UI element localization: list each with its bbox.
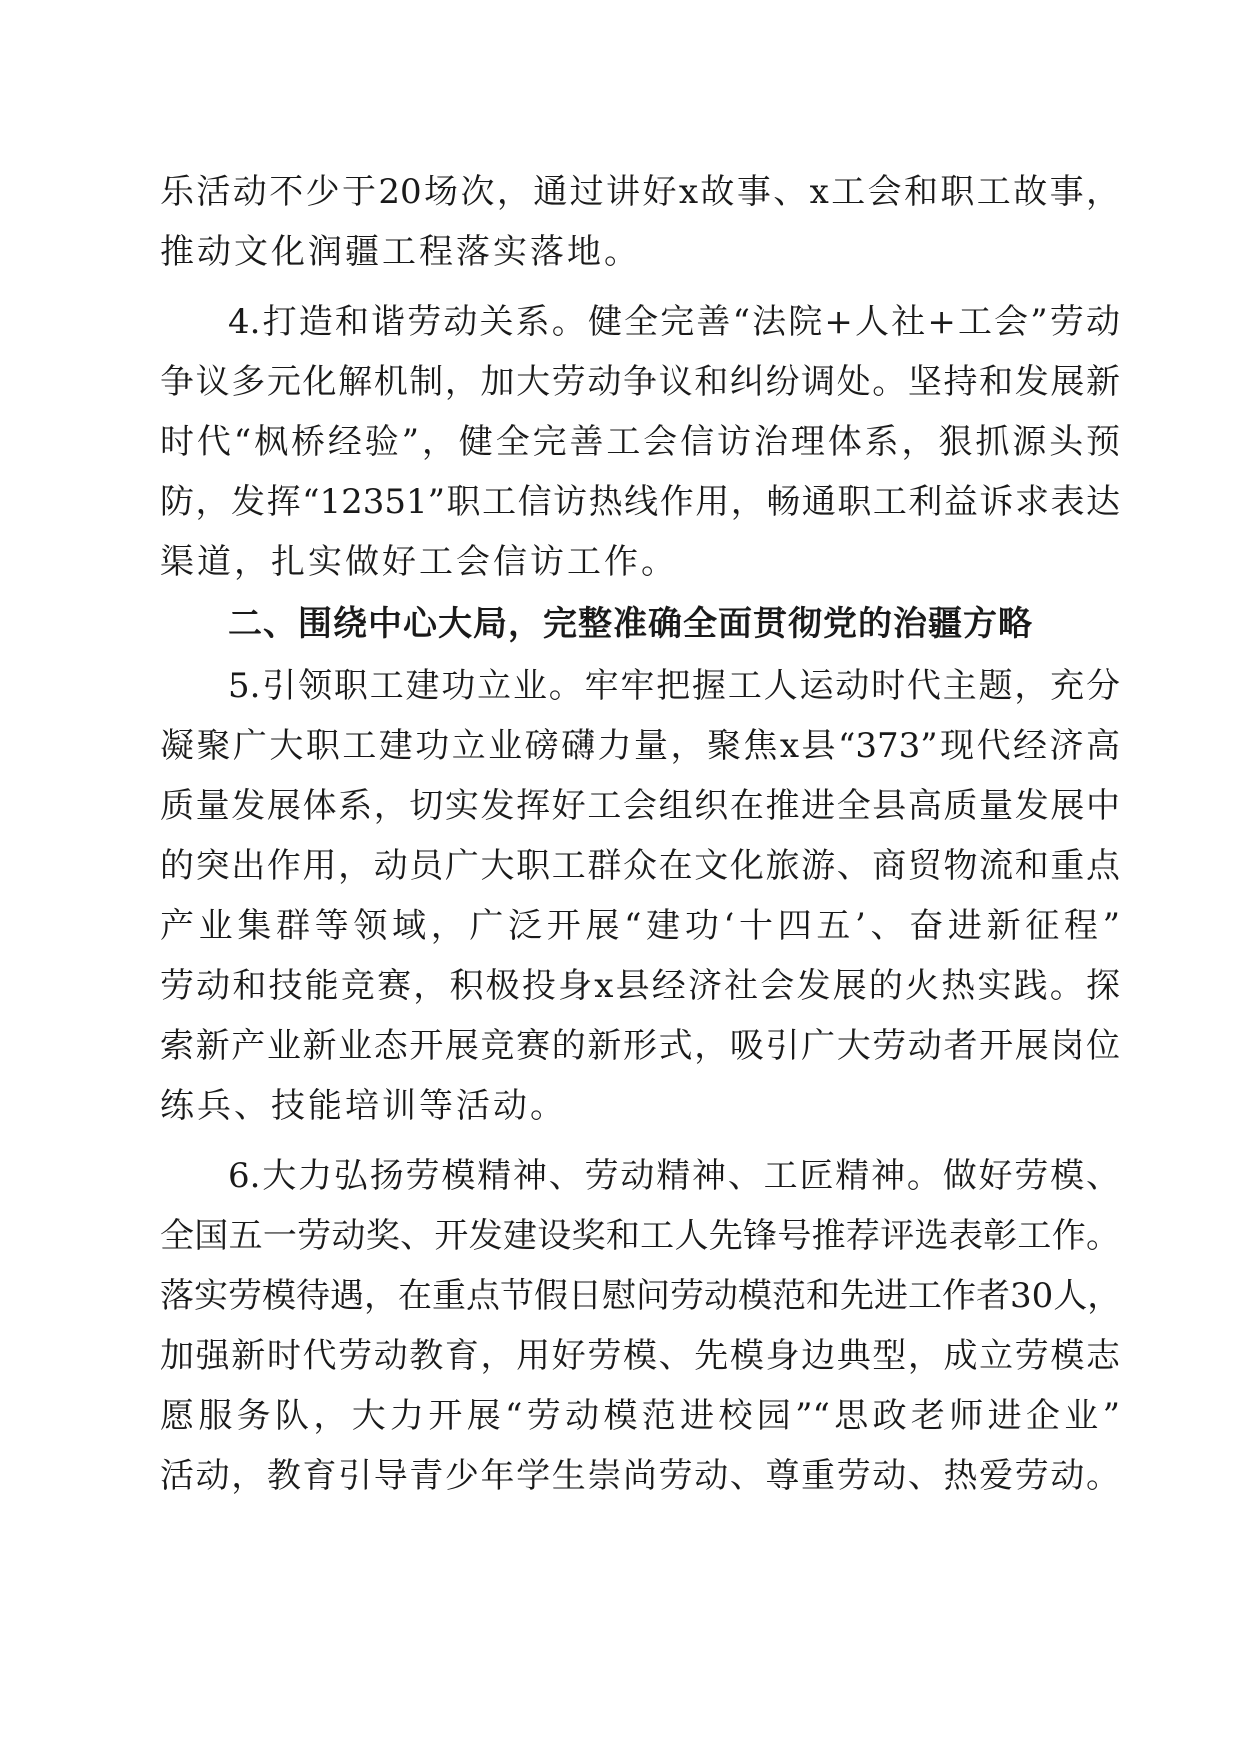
paragraph-5-line-7: 索新产业新业态开展竞赛的新形式，吸引广大劳动者开展岗位	[160, 1026, 1120, 1066]
paragraph-5-line-5: 产业集群等领域，广泛开展“建功‘十四五’、奋进新征程”	[160, 906, 1120, 946]
paragraph-4-line-2: 争议多元化解机制，加大劳动争议和纠纷调处。坚持和发展新	[160, 362, 1120, 402]
paragraph-6-line-2: 全国五一劳动奖、开发建设奖和工人先锋号推荐评选表彰工作。	[160, 1216, 1120, 1256]
paragraph-5-line-1: 5.引领职工建功立业。牢牢把握工人运动时代主题，充分	[228, 666, 1120, 706]
paragraph-4-line-4: 防，发挥“12351”职工信访热线作用，畅通职工利益诉求表达	[160, 482, 1120, 522]
paragraph-6-line-5: 愿服务队，大力开展“劳动模范进校园”“思政老师进企业”	[160, 1396, 1120, 1436]
paragraph-5-line-8: 练兵、技能培训等活动。	[160, 1086, 567, 1126]
paragraph-5-line-2: 凝聚广大职工建功立业磅礴力量，聚焦x县“373”现代经济高	[160, 726, 1120, 766]
paragraph-6-line-6: 活动，教育引导青少年学生崇尚劳动、尊重劳动、热爱劳动。	[160, 1456, 1120, 1496]
paragraph-3-line-2: 推动文化润疆工程落实落地。	[160, 232, 641, 272]
paragraph-6-line-3: 落实劳模待遇，在重点节假日慰问劳动模范和先进工作者30人，	[160, 1276, 1122, 1316]
paragraph-4-line-1: 4.打造和谐劳动关系。健全完善“法院+人社+工会”劳动	[228, 302, 1120, 342]
paragraph-3-line-1: 乐活动不少于20场次，通过讲好x故事、x工会和职工故事，	[160, 172, 1120, 212]
paragraph-5-line-3: 质量发展体系，切实发挥好工会组织在推进全县高质量发展中	[160, 786, 1120, 826]
paragraph-6-line-4: 加强新时代劳动教育，用好劳模、先模身边典型，成立劳模志	[160, 1336, 1120, 1376]
section-heading: 二、围绕中心大局，完整准确全面贯彻党的治疆方略	[228, 604, 1033, 644]
paragraph-4-line-5: 渠道，扎实做好工会信访工作。	[160, 542, 678, 582]
paragraph-6-line-1: 6.大力弘扬劳模精神、劳动精神、工匠精神。做好劳模、	[228, 1156, 1120, 1196]
paragraph-5-line-4: 的突出作用，动员广大职工群众在文化旅游、商贸物流和重点	[160, 846, 1120, 886]
paragraph-4-line-3: 时代“枫桥经验”，健全完善工会信访治理体系，狠抓源头预	[160, 422, 1120, 462]
paragraph-5-line-6: 劳动和技能竞赛，积极投身x县经济社会发展的火热实践。探	[160, 966, 1120, 1006]
